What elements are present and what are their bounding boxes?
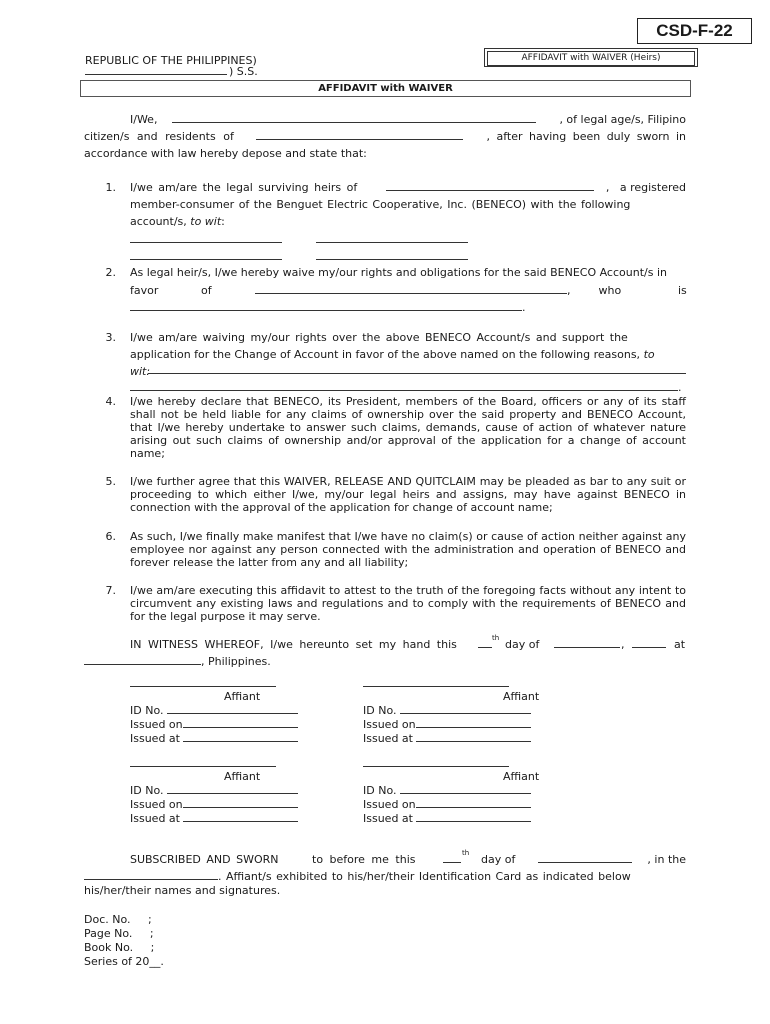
item-7-number: 7.: [105, 584, 116, 597]
item-2-period: .: [522, 301, 526, 314]
item-3-to: to: [643, 348, 655, 361]
subscribed-text-c: . Affiant/s exhibited to his/her/their Identification Card as indicated below: [218, 870, 631, 883]
item-1-text-b: , a registered: [605, 181, 686, 194]
item-3-text-b: [130, 348, 686, 361]
item-3-wit-label: wit:: [130, 365, 151, 378]
ss-label: ) S.S.: [229, 65, 258, 78]
affiant-1-id-no-label: ID No.: [130, 704, 164, 717]
affiant-4-signature-field[interactable]: [363, 766, 509, 767]
republic-label: REPUBLIC OF THE PHILIPPINES): [85, 54, 257, 67]
affiant-1-issued-on-label: Issued on: [130, 718, 183, 731]
book-no: Book No. ;: [84, 941, 155, 954]
affiant-4-issued-at-field[interactable]: [416, 821, 531, 822]
item-2-favor: favor: [130, 284, 159, 297]
citizens-label: citizen/s and residents of: [84, 130, 234, 143]
witness-day-of: day of: [505, 638, 540, 651]
item-3-text-b-main: application for the Change of Account in favor of the above named on the following reasons,: [130, 348, 641, 361]
subscribed-day-of: day of: [481, 853, 516, 866]
affiant-2-label: Affiant: [503, 690, 540, 703]
item-2-is: is: [678, 284, 687, 297]
affiant-4-id-no-field[interactable]: [400, 793, 531, 794]
item-1-text-a: I/we am/are the legal surviving heirs of: [130, 181, 358, 194]
affiant-2-id-no-label: ID No.: [363, 704, 397, 717]
beneficiary-name-field[interactable]: [255, 293, 567, 294]
subscribed-in-the: , in the: [647, 853, 686, 866]
witness-th: th: [492, 634, 500, 642]
legal-age-label: , of legal age/s, Filipino: [559, 113, 686, 126]
page-no: Page No. ;: [84, 927, 154, 940]
item-2-who: , who: [567, 284, 622, 297]
affiant-1-issued-at-field[interactable]: [183, 741, 298, 742]
witness-comma: ,: [621, 638, 625, 651]
item-1-number: 1.: [105, 181, 116, 194]
reasons-field-1[interactable]: [148, 373, 686, 374]
affiant-1-issued-at-label: Issued at: [130, 732, 180, 745]
venue-field[interactable]: [85, 74, 227, 75]
witness-month-field[interactable]: [554, 647, 620, 648]
item-1-text-c: member-consumer of the Benguet Electric Cooperative, Inc. (BENECO) with the following: [130, 198, 631, 211]
affiant-3-issued-at-label: Issued at: [130, 812, 180, 825]
affiant-3-issued-on-label: Issued on: [130, 798, 183, 811]
witness-at: at: [674, 638, 686, 651]
item-2-of: of: [201, 284, 212, 297]
witness-day-field[interactable]: [478, 647, 492, 648]
page-title: AFFIDAVIT with WAIVER: [80, 80, 691, 97]
affiant-2-issued-at-label: Issued at: [363, 732, 413, 745]
subscribed-place-field[interactable]: [84, 879, 218, 880]
affiant-3-issued-on-field[interactable]: [183, 807, 298, 808]
witness-philippines: , Philippines.: [201, 655, 271, 668]
account-field-3[interactable]: [130, 259, 282, 260]
item-4-number: 4.: [105, 395, 116, 408]
affiant-2-id-no-field[interactable]: [400, 713, 531, 714]
heirs-label: AFFIDAVIT with WAIVER (Heirs): [487, 51, 695, 66]
item-2-number: 2.: [105, 266, 116, 279]
item-6-text: As such, I/we finally make manifest that I/we have no claim(s) or cause of action neither against any employee nor against any person connected with the administration and operation of BENECO and forever release the latter from any and all liability;: [130, 530, 686, 569]
affiant-2-signature-field[interactable]: [363, 686, 509, 687]
subscribed-before: to before me this: [312, 853, 416, 866]
reasons-field-2[interactable]: [130, 390, 678, 391]
affiant-3-id-no-label: ID No.: [130, 784, 164, 797]
item-3-wit: [130, 365, 150, 378]
affiant-1-signature-field[interactable]: [130, 686, 276, 687]
beneficiary-relation-field[interactable]: [130, 310, 522, 311]
affiant-3-id-no-field[interactable]: [167, 793, 298, 794]
affiant-2-issued-on-label: Issued on: [363, 718, 416, 731]
affiant-4-id-no-label: ID No.: [363, 784, 397, 797]
item-5-text: I/we further agree that this WAIVER, RELEASE AND QUITCLAIM may be pleaded as bar to any suit or proceeding to which either I/we, my/our legal heirs and assigns, may have against BENECO in connection with the approval of the application for change of account name;: [130, 475, 686, 514]
iwe-label: I/We,: [130, 113, 158, 126]
witness-text: IN WITNESS WHEREOF, I/we hereunto set my hand this: [130, 638, 457, 651]
subscribed-th: th: [462, 849, 470, 857]
affiant-3-label: Affiant: [224, 770, 261, 783]
subscribed-day-field[interactable]: [443, 862, 461, 863]
affiant-2-issued-at-field[interactable]: [416, 741, 531, 742]
affiant-4-label: Affiant: [503, 770, 540, 783]
affiant-4-issued-on-label: Issued on: [363, 798, 416, 811]
series-of: Series of 20__.: [84, 955, 164, 968]
form-code: CSD-F-22: [637, 18, 752, 44]
subscribed-month-field[interactable]: [538, 862, 632, 863]
affiant-4-issued-on-field[interactable]: [416, 807, 531, 808]
witness-year-field[interactable]: [632, 647, 666, 648]
item-3-number: 3.: [105, 331, 116, 344]
affiant-4-issued-at-label: Issued at: [363, 812, 413, 825]
item-1-to-wit: to wit: [190, 215, 222, 228]
item-1-accounts: account/s,: [130, 215, 187, 228]
affiant-2-issued-on-field[interactable]: [416, 727, 531, 728]
account-field-4[interactable]: [316, 259, 468, 260]
affiant-names-field[interactable]: [172, 122, 536, 123]
residence-field[interactable]: [256, 139, 463, 140]
heirs-label-box: [484, 48, 698, 67]
item-3-period: .: [678, 381, 682, 394]
depose-label: accordance with law hereby depose and state that:: [84, 147, 367, 160]
subscribed-text-d: his/her/their names and signatures.: [84, 884, 281, 897]
doc-no: Doc. No. ;: [84, 913, 152, 926]
after-sworn-label: , after having been duly sworn in: [486, 130, 686, 143]
item-4-text: I/we hereby declare that BENECO, its President, members of the Board, officers or any of its staff shall not be held liable for any claims of ownership over the said property and BENECO Account, that I/we hereby undertake to answer such claims, demands, cause of action of whatever nature arising out such claims of ownership and/or approval of the application for a change of account name;: [130, 395, 686, 460]
affiant-1-label: Affiant: [224, 690, 261, 703]
account-field-1[interactable]: [130, 242, 282, 243]
item-7-text: I/we am/are executing this affidavit to attest to the truth of the foregoing facts without any intent to circumvent any existing laws and regulations and to comply with the requirements of BENECO and for the legal purpose it may serve.: [130, 584, 686, 623]
item-6-number: 6.: [105, 530, 116, 543]
item-2-text-a: As legal heir/s, I/we hereby waive my/our rights and obligations for the said BENECO Account/s in: [130, 266, 667, 279]
deceased-name-field[interactable]: [386, 190, 594, 191]
item-1-text-d: account/s, to wit:: [130, 215, 225, 228]
affiant-3-issued-at-field[interactable]: [183, 821, 298, 822]
affiant-1-issued-on-field[interactable]: [183, 727, 298, 728]
item-3-text-a: I/we am/are waiving my/our rights over the above BENECO Account/s and support the: [130, 331, 628, 344]
subscribed-text: SUBSCRIBED AND SWORN: [130, 853, 279, 866]
witness-place-field[interactable]: [84, 664, 201, 665]
account-field-2[interactable]: [316, 242, 468, 243]
affiant-3-signature-field[interactable]: [130, 766, 276, 767]
item-5-number: 5.: [105, 475, 116, 488]
affiant-1-id-no-field[interactable]: [167, 713, 298, 714]
